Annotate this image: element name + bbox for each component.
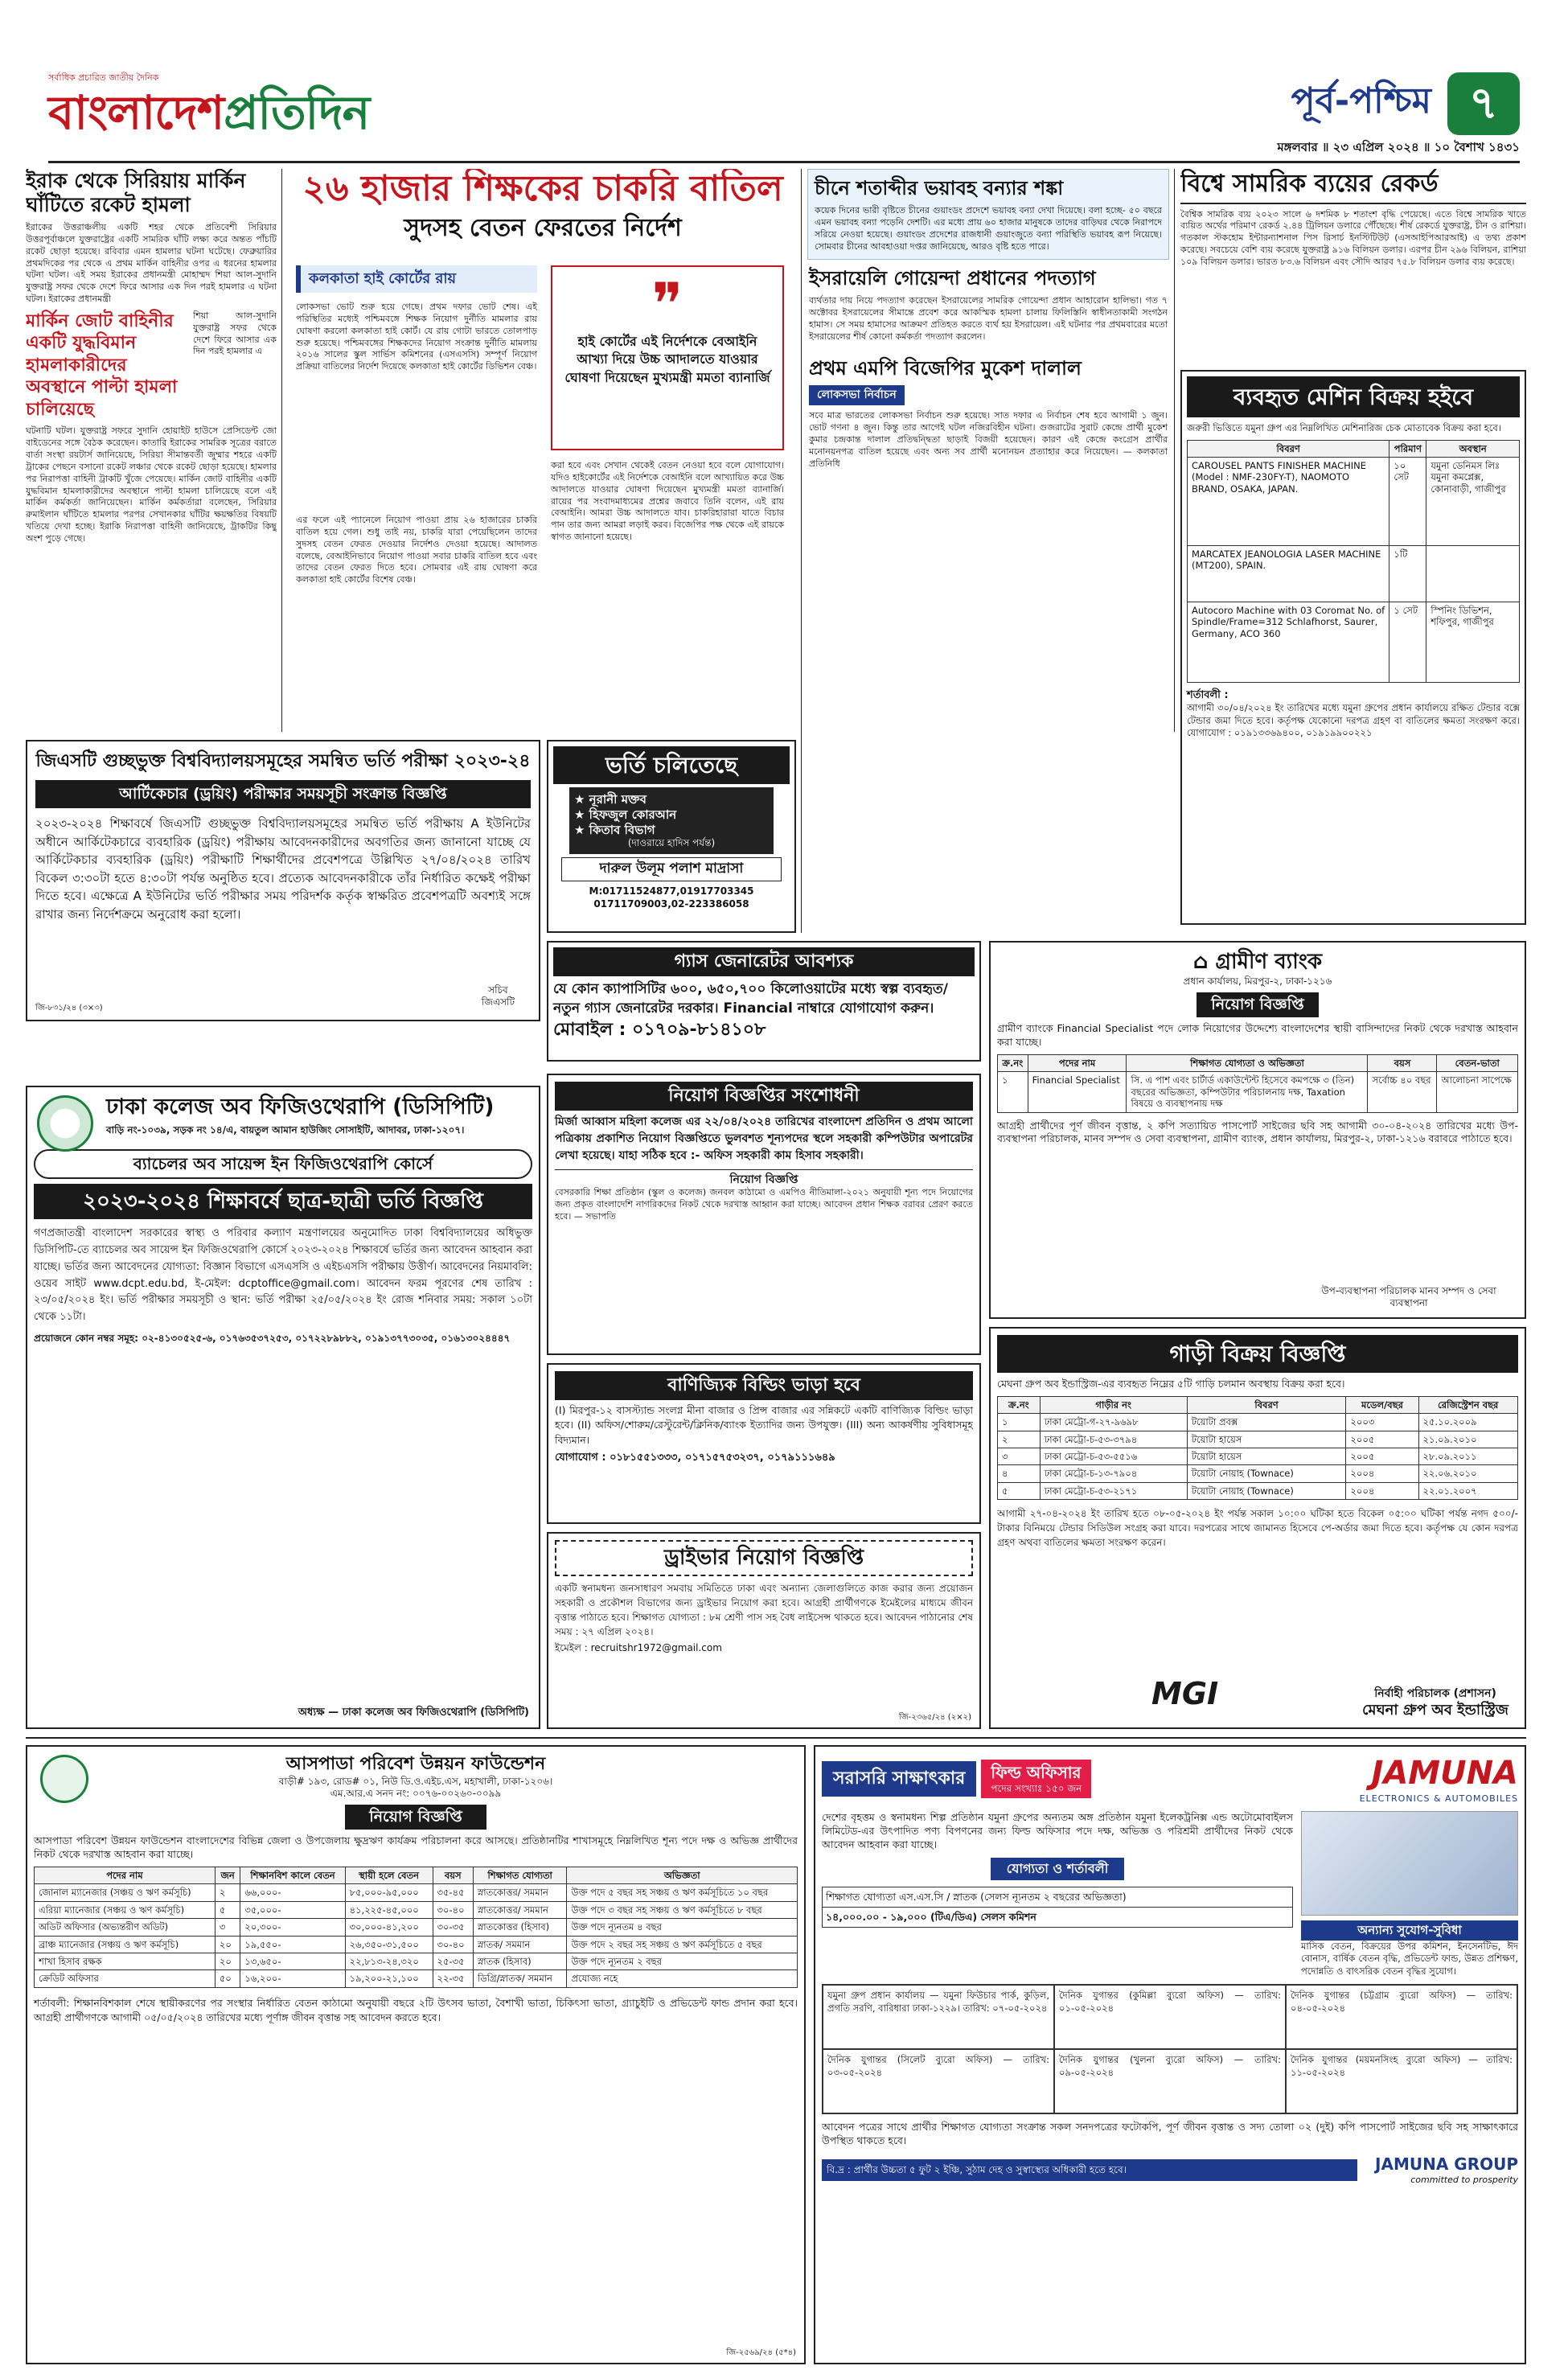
ad-machine-sale (1180, 370, 1526, 925)
col-header: অবস্থান (1426, 440, 1520, 457)
role-count: পদের সংখ্যাঃ ১৫০ জন (991, 1782, 1082, 1794)
cell: স্নাতকোত্তর (হিসাব) (474, 1919, 567, 1936)
meghna-logo-icon: MGI (1151, 1675, 1219, 1711)
cell: ২২-৩৫ (433, 1970, 473, 1987)
cell: ৩৫,০০০- (240, 1901, 345, 1918)
table-row (35, 1919, 798, 1936)
group-name: JAMUNA GROUP (1375, 2154, 1518, 2174)
ad-title: ড্রাইভার নিয়োগ বিজ্ঞপ্তি (555, 1540, 973, 1576)
headline: বিশ্বে সামরিক ব্যয়ের রেকর্ড (1180, 169, 1526, 204)
products-image (1301, 1811, 1518, 1916)
cell: ৩০-৪০ (433, 1901, 473, 1918)
cell: ২ (998, 1431, 1041, 1448)
col-header: বয়স (1368, 1055, 1437, 1072)
top-row (822, 1811, 1518, 1978)
election-badge: লোকসভা নির্বাচন (809, 385, 905, 406)
col-header: জন (215, 1867, 240, 1884)
col-header: মডেল/বছর (1346, 1396, 1418, 1413)
ngo-name: আসপাডা পরিবেশ উন্নয়ন ফাউন্ডেশন (285, 1754, 546, 1774)
terms-body: আগামী ৩০/০৪/২০২৪ ইং তারিখের মধ্যে যমুনা গ্রুপের প্রধান কার্যালয়ে রক্ষিত টেন্ডার বক্সে টেন্ডার জমা দিতে হবে। কর্তৃপক্ষ যেকোনো দরপত্র গ্রহণ বা বাতিলের ক্ষমতা সংরক্ষণ করে। যোগাযোগ : ০১৯১৩৩৬৯৪০০, ০১৯১৯৯০০২২১ (1187, 702, 1520, 739)
ad-title: গাড়ী বিক্রয় বিজ্ঞপ্তি (997, 1335, 1518, 1373)
bottom-bar (822, 2154, 1518, 2186)
table-row (35, 1884, 798, 1901)
article-body: সবে মাত্র ভারতের লোকসভা নির্বাচন শুরু হয়েছে। সাত দফার এ নির্বাচন শেষ হবে আগামী ১ জুন। ভোট গণনা ৪ জুন। কিন্তু তার আগেই ঘটল নজিরবিহীন ঘটনা। গুজরাটের সুরাট কেন্দ্রে প্রার্থী মুকেশ কুমার চন্দ্রকান্ত দালাল প্রতিদ্বন্দ্বিতা ছাড়াই বিজয়ী হয়েছেন। কারণ এই কেন্দ্রে কংগ্রেস প্রার্থীর মনোনয়নপত্র বাতিল হয়েছে এবং অন্য সব প্রার্থী মনোনয়ন প্রত্যাহার করে নিয়েছেন। — কলকাতা প্রতিনিধি (809, 410, 1168, 469)
article-body-right: করা হবে এবং সেখান থেকেই বেতন নেওয়া হবে বলে যোগাযোগ। যদিও হাইকোর্টের এই নির্দেশকে বেআইনি বলে আখ্যায়িত করে উচ্চ আদালতে যাওয়ার ঘোষণা দিয়েছেন মুখ্যমন্ত্রী মমতা ব্যানার্জি। রায়ের পর সংবাদমাধ্যমের প্রশ্নের জবাবে তিনি বলেন, এই রায় বেআইনি। আমরা উচ্চ আদালতে যাব। চাকরিহারারা যাতে বিচার পান তার জন্য আমরা লড়াই করব। বিজেপির পক্ষ থেকে এই রায়কে স্বাগত জানানো হয়েছে। (551, 460, 784, 543)
cell: ঢাকা মেট্রো-চ-৫৩-৫৫১৬ (1040, 1448, 1187, 1465)
cell: ২১.০৯.২০১০ (1418, 1431, 1518, 1448)
bank-name-text: গ্রামীণ ব্যাংক (1215, 950, 1323, 974)
cell: ক্রেডিট অফিসার (35, 1970, 215, 1987)
col-header: অভিজ্ঞতা (567, 1867, 798, 1884)
cell: শাখা হিসাব রক্ষক (35, 1953, 215, 1969)
logo-word-1: বাংলাদেশ (48, 85, 224, 140)
column-rule (281, 169, 282, 732)
ad-gst-admission (26, 740, 540, 1021)
ad-email[interactable]: ইমেইল : recruitshr1972@gmail.com (555, 1641, 722, 1653)
table-row (998, 1465, 1518, 1482)
cell: ৩ (215, 1919, 240, 1936)
masthead (48, 72, 1520, 159)
table-row (1188, 457, 1520, 545)
col-header: পরিমাণ (1389, 440, 1426, 457)
ad-intro: জরুরী ভিত্তিতে যমুনা গ্রুপ এর নিম্নলিখিত মেশিনারিজ চেক মোতাবেক বিক্রয় করা হবে। (1187, 422, 1501, 433)
cell: ঢাকা মেট্রো-চ-১৩-৭৯০৪ (1040, 1465, 1187, 1482)
article-body-mid: এর ফলে এই প্যানেলে নিয়োগ পাওয়া প্রায় ২৬ হাজারের চাকরি বাতিল হয়ে গেল। শুধু তাই নয়, চাকরি যারা পেয়েছিলেন তাদের সুদসহ বেতন ফেরত দেওয়ার নির্দেশও দেওয়া হয়েছে। আদালত বলেছে, বেআইনিভাবে নিয়োগ পাওয়া সবার চাকরি বাতিল হবে এবং তাদের বেতন ফেরত দিতে হবে। সোমবার এই রায় ঘোষণা করে কলকাতা হাই কোর্টের বিশেষ বেঞ্চ। (296, 515, 537, 585)
ad-title: ব্যবহৃত মেশিন বিক্রয় হইবে (1187, 376, 1520, 417)
left-info (822, 1811, 1293, 1978)
cell: ব্রাঞ্চ ম্যানেজার (সঞ্চয় ও ঋণ কর্মসূচি) (35, 1936, 215, 1953)
qual-line: শিক্ষাগত যোগ্যতা এস.এস.সি / স্নাতক (সেলস ন্যূনতম ২ বছরের অভিজ্ঞতা) (822, 1887, 1293, 1908)
brand-logo: JAMUNA (1371, 1755, 1518, 1792)
venue-item: যমুনা গ্রুপ প্রধান কার্যালয় — যমুনা ফিউচার পার্ক, কুড়িল, প্রগতি সরণি, বারিধারা ঢাকা-১২২৯। তারিখ: ০৭-০৫-২০২৪ (823, 1985, 1054, 2049)
title-wrap (34, 1805, 798, 1830)
terms-title: শর্তাবলী : (1187, 688, 1229, 701)
cell: ২০ (215, 1953, 240, 1969)
table-row (35, 1970, 798, 1987)
page-number (1447, 72, 1520, 135)
cell: ১ সেট (1389, 602, 1426, 682)
ad-correction (547, 1074, 981, 1355)
masthead-rule (48, 161, 1520, 163)
cell: ১ (998, 1414, 1041, 1431)
col-header: শিক্ষাগত যোগ্যতা ও অভিজ্ঞতা (1127, 1055, 1368, 1072)
world-news-col (807, 169, 1169, 933)
cell: ঢাকা মেট্রো-গ-২৭-৯৬৯৮ (1040, 1414, 1187, 1431)
course-item: ★ হিফজুল কোরআন (574, 807, 677, 822)
cell: ২ (215, 1884, 240, 1901)
article-teachers (289, 169, 796, 732)
cell: ২২,৮১৩-২৪,৩২০ (345, 1953, 433, 1969)
machine-table (1187, 440, 1520, 683)
ad-title: বাণিজ্যিক বিল্ডিং ভাড়া হবে (555, 1371, 973, 1400)
subheadline: সুদসহ বেতন ফেরতের নির্দেশ (404, 213, 682, 242)
cell: ২০০৫ (1346, 1448, 1418, 1465)
cell: ১৬,২০০- (240, 1970, 345, 1987)
signature-title: সচিব (488, 984, 508, 996)
table-row (35, 1936, 798, 1953)
section-rule (26, 1737, 1526, 1739)
column-rule (1174, 169, 1175, 732)
course-list (569, 787, 774, 854)
cell: টয়োটা নোয়াহ (Townace) (1187, 1465, 1346, 1482)
article-body: ইরাকের উত্তরাঞ্চলীয় একটি শহর থেকে প্রতিবেশী সিরিয়ার উত্তরপূর্বাঞ্চলে যুক্তরাষ্ট্রের একটি সামরিক ঘাঁটি লক্ষ্য করে অন্তত পাঁচটি রকেট ছোড়া হয়েছে। রবিবার এমন হামলার ঘটনা ঘটেছে। ফেব্রুয়ারির প্রথমদিকের পর থেকে এ প্রথম মার্কিন বাহিনীর ওপর এ ধরনের হামলার ঘটনা ঘটল। এই সময় ইরাকের প্রধানমন্ত্রী মোহাম্মদ শিয়া আল-সুদানি যুক্তরাষ্ট্র সফর থেকে দেশে ফিরে আসার এক দিন পরই হামলার এ ঘটনা ঘটল। ইরাকের প্রধানমন্ত্রী (26, 222, 277, 305)
cell: ২২.০৬.২০১০ (1418, 1465, 1518, 1482)
col-header: শিক্ষানবিশ কালে বেতন (240, 1867, 345, 1884)
cell: ৩০,০০০-৪১,২০০ (345, 1919, 433, 1936)
cell: উক্ত পদে ন্যূনতম ৪ বছর (567, 1919, 798, 1936)
cell: স্নাতক/ সমমান (474, 1936, 567, 1953)
cell: টয়োটা হায়েস (1187, 1431, 1346, 1448)
ad-body: (I) মিরপুর-১২ বাসস্ট্যান্ড সংলগ্ন মীনা বাজার ও প্রিন্স বাজার এর সন্নিকটে একটি বাণিজ্যিক বিল্ডিং ভাড়া হবে। (II) অফিস/শোরুম/রেস্টুরেন্ট/ক্লিনিক/ব্যাংক ইত্যাদির জন্য উপযুক্ত। (III) অন্য আকর্ষণীয় সুবিধাসমূহ বিদ্যমান। (555, 1403, 973, 1446)
ad-madrasa (547, 740, 796, 933)
headline: ইসরায়েলি গোয়েন্দা প্রধানের পদত্যাগ (809, 267, 1096, 290)
ad-ref: জি-৮৩১/২৪ (৩×৩) (35, 1003, 103, 1012)
ad-body: ২০২৩-২০২৪ শিক্ষাবর্ষে জিএসটি গুচ্ছভুক্ত বিশ্ববিদ্যালয়সমূহের সমন্বিত ভর্তি পরীক্ষায় A ইউনিটের অধীনে আর্কিটেকচারে ব্যবহারিক (ড্রয়িং) পরীক্ষায় আবেদনকারীদের অবগতির জন্য জানানো যাচ্ছে যে আর্কিটেকচার ব্যবহারিক (ড্রয়িং) পরীক্ষাটি শিক্ষার্থীদের প্রবেশপত্রে উল্লিখিত ২৭/০৪/২০২৪ তারিখ বিকেল ৩:৩০টা হতে ৪:৩০টা পর্যন্ত অনুষ্ঠিত হবে। প্রত্যেক আবেদনকারীকে তাঁর নির্ধারিত কক্ষেই পরীক্ষা দিতে হবে। এক্ষেত্রে A ইউনিটের ভর্তি পরীক্ষার সময় পরিদর্শক কর্তৃক স্বাক্ষরিত প্রবেশপত্রটি অবশ্যই সঙ্গে রাখার জন্য নির্দেশক্রমে অনুরোধ করা হলো। (35, 816, 531, 922)
newspaper-logo (48, 84, 369, 142)
signature-title: নির্বাহী পরিচালক (প্রশাসন) (1374, 1687, 1496, 1700)
cell: ২০০৫ (1346, 1431, 1418, 1448)
cell: ডিগ্রি/স্নাতক/ সমমান (474, 1970, 567, 1987)
group-tagline: committed to prosperity (1410, 2174, 1518, 2185)
ad-title: নিয়োগ বিজ্ঞপ্তির সংশোধনী (555, 1082, 973, 1111)
cell: আলোচনা সাপেক্ষে (1437, 1072, 1518, 1112)
section-title: পূর্ব-পশ্চিম (1291, 80, 1431, 121)
cell: সর্বোচ্চ ৪০ বছর (1368, 1072, 1437, 1112)
ad-banner: ২০২৩-২০২৪ শিক্ষাবর্ষে ছাত্র-ছাত্রী ভর্তি বিজ্ঞপ্তি (34, 1184, 532, 1220)
ad-jamuna-recruit (814, 1745, 1526, 2364)
ad-aspada-ngo (26, 1745, 806, 2364)
cell: ১টি (1389, 545, 1426, 602)
cell: ১০ সেট (1389, 457, 1426, 545)
article-military-spending (1180, 169, 1526, 362)
ad-note: বি.দ্র : প্রার্থীর উচ্চতা ৫ ফুট ২ ইঞ্চি, সুঠাম দেহ ও সুস্বাস্থ্যের অধিকারী হতে হবে। (822, 2159, 1357, 2181)
cell (1426, 545, 1520, 602)
signature-block: উপ-ব্যবস্থাপনা পরিচালক মানব সম্পদ ও সেবা ব্যবস্থাপনা (1321, 1285, 1496, 1308)
table-row (998, 1431, 1518, 1448)
salary-line: ১৪,০০০.০০ - ১৯,০০০ (টিএ/ডিএ) সেলস কমিশন (822, 1908, 1293, 1928)
madrasa-phone: M:01711524877,01917703345 01711709003,02-223386058 (589, 885, 754, 910)
ad-ref: জি-২৫৬৯/২৪ (৫*৪) (726, 2347, 796, 2357)
car-table (997, 1396, 1518, 1500)
cell: ২০ (215, 1936, 240, 1953)
cell: জোনাল ম্যানেজার (সঞ্চয় ও ঋণ কর্মসূচি) (35, 1884, 215, 1901)
course-item-label: নূরানী মক্তব (589, 792, 646, 807)
job-table (997, 1054, 1518, 1113)
cell: উক্ত পদে ৫ বছর সহ সঞ্চয় ও ঋণ কর্মসূচিতে ১০ বছর (567, 1884, 798, 1901)
brand-block (1360, 1753, 1518, 1805)
sub-body: বেসরকারি শিক্ষা প্রতিষ্ঠান (স্কুল ও কলেজ) জনবল কাঠামো ও এমপিও নীতিমালা-২০২১ অনুযায়ী শূন্য পদে নিয়োগের জন্য প্রকৃত বাংলাদেশি নাগরিকদের নিকট থেকে দরখাস্ত আহ্বান করা যাচ্ছে। আবেদন প্রধান শিক্ষক বরাবর প্রেরণ করতে হবে। — সভাপতি (555, 1187, 973, 1222)
headline: ২৬ হাজার শিক্ষকের চাকরি বাতিল (302, 169, 783, 209)
course-item-label: হিফজুল কোরআন (589, 807, 677, 822)
issue-date: মঙ্গলবার ॥ ২৩ এপ্রিল ২০২৪ ॥ ১০ বৈশাখ ১৪৩১ (1277, 140, 1520, 154)
cell: ২৬,৩৫০-৩১,৫০০ (345, 1936, 433, 1953)
headline: চীনে শতাব্দীর ভয়াবহ বন্যার শঙ্কা (815, 177, 1064, 199)
cell: ৫ (215, 1901, 240, 1918)
ad-footer: আবেদন পত্রের সাথে প্রার্থীর শিক্ষাগত যোগ্যতা সংক্রান্ত সকল সনদপত্রের ফটোকপি, পূর্ণ জীবন বৃত্তান্ত ও সদ্য তোলা ০২ (দুই) কপি পাসপোর্ট সাইজের ছবি সহ সাক্ষাৎকারে উপস্থিত থাকতে হবে। (822, 2121, 1518, 2146)
ad-car-sale (989, 1327, 1526, 1729)
col-header: পদের নাম (1028, 1055, 1127, 1072)
article-israel-intel (807, 260, 1169, 349)
cell: এরিয়া ম্যানেজার (সঞ্চয় ও ঋণ কর্মসূচি) (35, 1901, 215, 1918)
ad-physio-college (26, 1086, 540, 1729)
signature-block (482, 984, 515, 1008)
cell: স্নাতকোত্তর/ সমমান (474, 1884, 567, 1901)
cell: ১৯,২০০-২১,১০০ (345, 1970, 433, 1987)
page-number-text: ৭ (1468, 77, 1499, 129)
article-side: শিয়া আল-সুদানি যুক্তরাষ্ট্র সফর থেকে দেশে ফিরে আসার এক দিন পরই হামলার এ (193, 310, 277, 357)
table-row (35, 1953, 798, 1969)
qual-title: যোগ্যতা ও শর্তাবলী (991, 1858, 1125, 1880)
signature-block (1362, 1687, 1508, 1719)
cell: ৮৫,০০০-৯৫,০০০ (345, 1884, 433, 1901)
cell: স্নাতকোত্তর/ সমমান (474, 1901, 567, 1918)
title-wrap (822, 1858, 1293, 1880)
ad-title: নিয়োগ বিজ্ঞপ্তি (345, 1805, 486, 1830)
cell: Autocoro Machine with 03 Coromat No. of Spindle/Frame=312 Schlafhorst, Saurer, Germany, ACO 360 (1188, 602, 1389, 682)
ad-footer: অধ্যক্ষ — ঢাকা কলেজ অব ফিজিওথেরাপি (ডিসিপিটি) (298, 1706, 529, 1719)
ad-body: শর্তাবলী: শিক্ষানবিশকাল শেষে স্থায়ীকরণের পর সংস্থার নির্ধারিত বেতন কাঠামো অনুযায়ী বছরে ২টি উৎসব ভাতা, বৈশাখী ভাতা, চিকিৎসা ভাতা, গ্র্যাচুইটি ও প্রভিডেন্ট ফান্ড প্রদান করা হবে। আগ্রহী প্রার্থীগণকে আগামী ০৫/০৫/২০২৪ তারিখের মধ্যে পূর্ণাঙ্গ জীবন বৃত্তান্ত সহ আবেদন করতে হবে। (34, 1996, 798, 2024)
quote-text: হাই কোর্টের এই নির্দেশকে বেআইনি আখ্যা দিয়ে উচ্চ আদালতে যাওয়ার ঘোষণা দিয়েছেন মুখ্যমন্ত্রী মমতা ব্যানার্জি (564, 334, 770, 385)
venue-item: দৈনিক যুগান্তর (খুলনা ব্যুরো অফিস) — তারিখ: ০৯-০৫-২০২৪ (1054, 2049, 1286, 2113)
court-tag (296, 265, 537, 293)
course-subtitle: ব্যাচেলর অব সায়েন্স ইন ফিজিওথেরাপি কোর্সে (34, 1149, 532, 1179)
quote-mark-icon: ❞ (651, 270, 683, 338)
ad-body: যে কোন ক্যাপাসিটির ৬০০, ৬৫০,৭০০ কিলোওয়াটের মধ্যে স্বল্প ব্যবহৃত/ নতুন গ্যাস জেনারেটর দরকার। Financial নাম্বারে যোগাযোগ করুন। (553, 980, 948, 1017)
cell: MARCATEX JEANOLOGIA LASER MACHINE (MT200), SPAIN. (1188, 545, 1389, 602)
cell: CAROUSEL PANTS FINISHER MACHINE (Model : NMF-230FY-T), NAOMOTO BRAND, OSAKA, JAPAN. (1188, 457, 1389, 545)
col-header: ক্র.নং (998, 1055, 1028, 1072)
course-note: (দাওরায়ে হাদিস পর্যন্ত) (627, 837, 716, 849)
article-body: ব্যর্থতার দায় নিয়ে পদত্যাগ করেছেন ইসরায়েলের সামরিক গোয়েন্দা প্রধান আহারোন হালিভা। গত ৭ অক্টোবর ইসরায়েলের সীমান্তে প্রবেশ করে আকস্মিক হামলা চালায় ফিলিস্তিনি স্বাধীনতাকামী সংগঠন হামাস। সে সময় হামাসের আক্রমণ প্রতিহত করতে ব্যর্থ হয় ইসরায়েল। এই ঘটনার পর প্রথমবারের মতো ইসরায়েলের শীর্ষ কোনো কর্মকর্তা পদত্যাগ করলেন। (809, 295, 1168, 342)
article-mukesh-dalal (807, 350, 1169, 477)
cell: টয়োটা হায়েস (1187, 1448, 1346, 1465)
venue-grid (822, 1984, 1518, 2114)
table-row (998, 1482, 1518, 1499)
headline: প্রথম এমপি বিজেপির মুকেশ দালাল (809, 356, 1082, 380)
venue-item: দৈনিক যুগান্তর (চট্টগ্রাম ব্যুরো অফিস) — তারিখ: ০৪-০৫-২০২৪ (1286, 1985, 1517, 2049)
madrasa-name: দারুল উলূম পলাশ মাদ্রাসা (561, 857, 782, 881)
cell: ঢাকা মেট্রো-চ-৫৩-২১৭১ (1040, 1482, 1187, 1499)
article-iraq-rocket (26, 169, 277, 732)
cell: ৩০-৩৫ (433, 1919, 473, 1936)
cell: উক্ত পদে ন্যূনতম ২ বছর (567, 1953, 798, 1969)
cell: ৫ (998, 1482, 1041, 1499)
ngo-address: বাড়ী# ১৯৩, রোড# ০১, নিউ ডি.ও.এইচ.এস, মহাখালী, ঢাকা-১২০৬। (278, 1775, 553, 1787)
brand-sub: ELECTRONICS & AUTOMOBILES (1359, 1793, 1518, 1804)
right-info (1301, 1811, 1518, 1978)
college-address: বাড়ি নং-১০৩৯, সড়ক নং ১৪/এ, বায়তুল আমান হাউজিং সোসাইটি, আদাবর, ঢাকা-১২০৭। (106, 1123, 465, 1136)
pull-quote (551, 265, 784, 450)
cell: উক্ত পদে ৩ বছর সহ সঞ্চয় ও ঋণ কর্মসূচিতে ৮ বছর (567, 1901, 798, 1918)
cell: ৩৫-৪৫ (433, 1884, 473, 1901)
cell: ১৩,৬৫০- (240, 1953, 345, 1969)
recruit-header (822, 1753, 1518, 1805)
ad-intro: মেঘনা গ্রুপ অব ইন্ডাস্ট্রিজ-এর ব্যবহৃত নিম্নের ৫টি গাড়ি চলমান অবস্থায় বিক্রয় করা হবে। (997, 1378, 1345, 1390)
cell: ২০০৪ (1346, 1465, 1418, 1482)
cell: ২০০৪ (1346, 1482, 1418, 1499)
cell: ঢাকা মেট্রো-চ-৫৩-৩৭৯৪ (1040, 1431, 1187, 1448)
college-name: ঢাকা কলেজ অব ফিজিওথেরাপি (ডিসিপিটি) (106, 1095, 495, 1119)
cell: ২৮.০৯.২০১১ (1418, 1448, 1518, 1465)
column-rule (801, 169, 802, 933)
ad-gas-generator (547, 941, 981, 1062)
venue-item: দৈনিক যুগান্তর (কুমিল্লা ব্যুরো অফিস) — তারিখ: ০১-০৫-২০২৪ (1054, 1985, 1286, 2049)
table-row (998, 1448, 1518, 1465)
cell: ৬৬,০০০- (240, 1884, 345, 1901)
ad-phone: যোগাযোগ : ০১৮১৫৫১৩৩৩, ০১৭১৫৭৫৩২৩৭, ০১৭৯১১১৬৪৯ (555, 1451, 835, 1464)
article-body: লোকসভা ভোট শুরু হয়ে গেছে। প্রথম দফার ভোট শেষ। এই পরিস্থিতির মধ্যেই পশ্চিমবঙ্গে শিক্ষক নিয়োগ দুর্নীতি মামলার রায় ঘোষণা করলো কলকাতা হাই কোর্ট। যে রায় গোটা ভারতে তোলপাড় শুরু হয়েছে। পশ্চিমবঙ্গের শিক্ষকদের নিয়োগ সংক্রান্ত দুর্নীতি মামলায় ২০১৬ সালের স্কুল সার্ভিস কমিশনের (এসএসসি) সম্পূর্ণ নিয়োগ প্রক্রিয়া বাতিলের নির্দেশ দিয়েছে কলকাতা হাই কোর্টের ডিভিশন বেঞ্চ। (296, 302, 537, 372)
ad-body: আগ্রহী প্রার্থীদের পূর্ণ জীবন বৃত্তান্ত, ২ কপি সত্যায়িত পাসপোর্ট সাইজের ছবি সহ আগামী ৩০-০৪-২০২৪ তারিখের মধ্যে উপ-ব্যবস্থাপনা পরিচালক, মানব সম্পদ ও সেবা ব্যবস্থাপনা, গ্রামীণ ব্যাংক, প্রধান কার্যালয়, মিরপুর-২, ঢাকা-১২১৬ বরাবরে পাঠাতে হবে। (997, 1119, 1518, 1145)
contact-numbers: প্রয়োজনে কোন নম্বর সমূহ: ০২-৪১৩০৫২৫-৬, ০১৭৬৩৫৩৭২৫৩, ০১৭২২৮৯৮৮২, ০১৯১৩৭৭৩০৩৫, ০১৬১৩০২৪৪৪৭ (34, 1333, 511, 1345)
article-body: বৈশ্বিক সামরিক ব্যয় ২০২৩ সালে ৬ দশমিক ৮ শতাংশ বৃদ্ধি পেয়েছে। এতে বিশ্বে সামরিক খাতে ব্যয়িত অর্থের পরিমাণ রেকর্ড ২.৪৪ ট্রিলিয়ন ডলারে পৌঁছেছে। শীর্ষ রেকর্ডে যুক্তরাষ্ট্র, চীন ও রাশিয়া। গতকাল স্টকহোম ইন্টারন্যাশনাল পিস রিসার্চ ইনস্টিটিউট (এসআইপিআরআই) এ তথ্য প্রকাশ করেছে। সবচেয়ে বেশি ব্যয় করেছে যুক্তরাষ্ট্র ৯১৬ বিলিয়ন ডলার। এরপর চীন ২৯৬ বিলিয়ন, রাশিয়া ১০৯ বিলিয়ন ডলার। ভারত ৮৩.৬ বিলিয়ন এবং সৌদি আরব ৭৫.৮ বিলিয়ন ডলার ব্যয় করেছে। (1180, 208, 1526, 267)
ad-title: নিয়োগ বিজ্ঞপ্তি (1197, 992, 1318, 1018)
cell: সি. এ পাশ এবং চার্টার্ড একাউন্টেন্ট হিসেবে কমপক্ষে ৩ (তিন) বছরের অভিজ্ঞতা, কম্পিউটার পরিচালনায় দক্ষ, Taxation বিষয়ে ও ব্যবস্থাপনায় দক্ষ (1127, 1072, 1368, 1112)
venue-item: দৈনিক যুগান্তর (ময়মনসিংহ ব্যুরো অফিস) — তারিখ: ১১-০৫-২০২৪ (1286, 2049, 1517, 2113)
benefit-title: অন্যান্য সুযোগ-সুবিধা (1301, 1920, 1518, 1941)
cell: ২৫.১০.২০০৯ (1418, 1414, 1518, 1431)
course-item: ★ কিতাব বিভাগ (574, 822, 655, 837)
cell: ১ (998, 1072, 1028, 1112)
ad-body: আগামী ২৭-০৪-২০২৪ ইং তারিখ হতে ০৮-০৫-২০২৪ ইং পর্যন্ত সকাল ১০:০০ ঘটিকা হতে বিকেল ০৫:০০ ঘটিকা পর্যন্ত নগদ ৫০০/- টাকার বিনিময়ে টেন্ডার সিডিউল সংগ্রহ করা যাবে। দরপত্রের সাথে জামানত হিসেবে পে-অর্ডার জমা দিতে হবে। কর্তৃপক্ষ যে কোন দরপত্র গ্রহণ অথবা বাতিলের ক্ষমতা সংরক্ষণ করেন। (997, 1508, 1518, 1549)
cell: প্রযোজ্য নহে (567, 1970, 798, 1987)
cell: ৫০ (215, 1970, 240, 1987)
table-row (998, 1072, 1518, 1112)
court-tag-text: কলকাতা হাই কোর্টের রায় (309, 270, 457, 287)
col-header: রেজিস্ট্রেশন বছর (1418, 1396, 1518, 1413)
headline: ইরাক থেকে সিরিয়ায় মার্কিন ঘাঁটিতে রকেট হামলা (26, 169, 246, 216)
ad-title: জিএসটি গুচ্ছভুক্ত বিশ্ববিদ্যালয়সমূহের সমন্বিত ভর্তি পরীক্ষা ২০২৩-২৪ (35, 751, 531, 771)
ad-building-rent (547, 1363, 981, 1524)
pull-subhead: মার্কিন জোট বাহিনীর একটি যুদ্ধবিমান হামলাকারীদের অবস্থানে পাল্টা হামলা চালিয়েছে (26, 310, 178, 420)
ad-title: গ্যাস জেনারেটর আবশ্যক (553, 947, 975, 976)
ad-body: একটি স্বনামধন্য জনসাধারণ সমবায় সমিতিতে ঢাকা এবং অন্যান্য জেলাগুলিতে কাজ করার জন্য প্রয়োজন সহকারী ও প্রকৌশল বিভাগের জন্য ড্রাইভার নিয়োগ করা হবে। আগ্রহী প্রার্থীগণকে ইমেইলের মাধ্যমে জীবন বৃত্তান্ত পাঠাতে হবে। শিক্ষাগত যোগ্যতা : ৮ম শ্রেণী পাস সহ বৈধ লাইসেন্স থাকতে হবে। আবেদন পাঠানোর শেষ সময় : ২৭ এপ্রিল ২০২৪। (555, 1582, 973, 1637)
article-china-flood (807, 169, 1169, 260)
interview-label: সরাসরি সাক্ষাৎকার (822, 1761, 976, 1797)
cell: অডিট অফিসার (অভ্যন্তরীণ অডিট) (35, 1919, 215, 1936)
home-icon: ⌂ (1192, 950, 1209, 974)
signature-org: জিএসটি (481, 996, 515, 1008)
col-header: গাড়ীর নং (1040, 1396, 1187, 1413)
masthead-tagline: সর্বাধিক প্রচারিত জাতীয় দৈনিক (48, 72, 159, 83)
sub-title: নিয়োগ বিজ্ঞপ্তি (555, 1169, 973, 1188)
table-row (1188, 602, 1520, 682)
article-body-cont: ঘটনাটি ঘটল। যুক্তরাষ্ট্র সফরে সুদানি হোয়াইট হাউসে প্রেসিডেন্ট জো বাইডেনের সঙ্গে বৈঠক করেছেন। কাতারি ইরাকের সামরিক সূত্রের বরাতে বার্তা সংস্থা রয়টার্স জানিয়েছে, সিরিয়া সীমান্তবর্তী জুম্মার শহরে একটি ট্রাকের পেছনে বসানো রকেট লঞ্চার থেকে রকেট ছোড়া হয়েছে। হামলার পর নিরাপত্তা বাহিনী ট্রাকটি খুঁজে পেয়েছে। মার্কিন জোট বাহিনীর একটি যুদ্ধবিমান হামলাকারীদের অবস্থানে পাল্টা হামলা চালিয়েছে বলে এই মার্কিন কর্মকর্তা জানিয়েছেন। মার্কিন কর্মকর্তারা বলেছেন, সিরিয়ার রুমাইলান ঘাঁটিতে হামলার পরপর সেখানকার ঘাঁটির ক্ষয়ক্ষতির বিষয়টি খতিয়ে দেখা হচ্ছে। ইরাকি নিরাপত্তা বাহিনী জানিয়েছে, ট্রাকটির কিছু অংশ পুড়ে গেছে। (26, 425, 277, 544)
ad-intro: গ্রামীণ ব্যাংকে Financial Specialist পদে লোক নিয়োগের উদ্দেশ্যে বাংলাদেশের স্থায়ী বাসিন্দাদের নিকট থেকে দরখাস্ত আহবান করা যাচ্ছে। (997, 1022, 1518, 1049)
ad-body: মির্জা আব্বাস মহিলা কলেজ এর ২২/০৪/২০২৪ তারিখের বাংলাদেশ প্রতিদিন ও প্রথম আলো পত্রিকায় প্রকাশিত নিয়োগ বিজ্ঞপ্তিতে ভুলবশত শূন্যপদের স্থলে সহকারী কম্পিউটার অপারেটর লেখা হয়েছে। যাহা সঠিক হবে :- অফিস সহকারী কাম হিসাব সহকারী। (555, 1115, 973, 1162)
article-body: কয়েক দিনের ভারী বৃষ্টিতে চীনের গুয়াংডং প্রদেশে ভয়াবহ বন্যা দেখা দিয়েছে। বলা হচ্ছে- ৫০ বছরে এমন ভয়াবহ বন্যা পড়েনি দেশটি। এর মধ্যে প্রায় ৬০ হাজার মানুষকে তাদের বাড়িঘর থেকে নিরাপদে সরিয়ে নেওয়া হয়েছে। গুয়াংডং প্রদেশের রাজধানী গুয়াংজুতে বন্যা পরিস্থিতি ভয়াবহ রূপ নিয়েছে। সোমবার চীনের আবহাওয়া দপ্তর জানিয়েছে, আরও বৃষ্টি হতে পারে। (815, 205, 1162, 252)
cell: ২০,৩০০- (240, 1919, 345, 1936)
ad-intro: আসপাডা পরিবেশ উন্নয়ন ফাউন্ডেশন বাংলাদেশের বিভিন্ন জেলা ও উপজেলায় ক্ষুদ্রঋণ কার্যক্রম পরিচালনা করে আসছে। প্রতিষ্ঠানটির শাখাসমূহে নিম্নলিখিত শূন্য পদে দক্ষ ও অভিজ্ঞ প্রার্থীদের নিকট থেকে দরখাস্ত আহবান করা যাচ্ছে। (34, 1834, 798, 1861)
benefit-body: মাসিক বেতন, বিক্রয়ের উপর কমিশন, ইনসেনটিভ, ঈদ বোনাস, বার্ষিক বেতন বৃদ্ধি, প্রভিডেন্ট ফান্ড, উন্নত প্রশিক্ষণ, পদোন্নতি ও বাৎসরিক বেতন বৃদ্ধির সুযোগ। (1301, 1940, 1518, 1977)
cell: ৪১,২২৫-৪৫,০০০ (345, 1901, 433, 1918)
ad-title: ভর্তি চলিতেছে (553, 746, 790, 784)
col-header: বেতন-ভাতা (1437, 1055, 1518, 1072)
col-header: বিবরণ (1187, 1396, 1346, 1413)
role-box (981, 1760, 1091, 1798)
cell: ৩০-৪০ (433, 1936, 473, 1953)
ngo-logo-icon (40, 1755, 88, 1803)
cell: ২০০৩ (1346, 1414, 1418, 1431)
ad-body: গণপ্রজাতন্ত্রী বাংলাদেশ সরকারের স্বাস্থ্য ও পরিবার কল্যাণ মন্ত্রণালয়ের অনুমোদিত ঢাকা বিশ্ববিদ্যালয়ের অধিভুক্ত ডিসিপিটি-তে ব্যাচেলর অব সায়েন্স ইন ফিজিওথেরাপি কোর্সে ২০২৩-২০২৪ শিক্ষাবর্ষে ভর্তির জন্য আবেদন আহবান করা যাচ্ছে। ভর্তির জন্য আবেদনের যোগ্যতা: বিজ্ঞান বিভাগে এসএসসি ও এইচএসসি পরীক্ষায় উত্তীর্ণ। আবেদনের নিয়মাবলি: ওয়েব সাইট www.dcpt.edu.bd, ই-মেইল: dcptoffice@gmail.com। আবেদন ফরম পূরণের শেষ তারিখ : ২৩/০৫/২০২৪ ইং। ভর্তি পরীক্ষার সময়সূচী ও স্থান: ভর্তি পরীক্ষা ২৫/০৫/২০২৪ ইং রোজ শনিবার সময়: সকাল ১০টা থেকে ১১টা। (34, 1227, 532, 1324)
cell: ২২.০১.২০০৭ (1418, 1482, 1518, 1499)
table-row (998, 1414, 1518, 1431)
table-row (35, 1901, 798, 1918)
course-item-label: কিতাব বিভাগ (589, 822, 655, 837)
col-header: শিক্ষাগত যোগ্যতা (474, 1867, 567, 1884)
title-wrap (997, 992, 1518, 1018)
ad-banner: আর্টিকেচার (ড্রয়িং) পরীক্ষার সময়সূচী সংক্রান্ত বিজ্ঞপ্তি (35, 780, 531, 809)
college-logo-icon (37, 1095, 93, 1152)
cell: টয়োটা প্রবক্স (1187, 1414, 1346, 1431)
ad-phone: মোবাইল : ০১৭০৯-৮১৪১০৮ (553, 1019, 766, 1040)
venue-item: দৈনিক যুগান্তর (সিলেট ব্যুরো অফিস) — তারিখ: ০৩-০৫-২০২৪ (823, 2049, 1054, 2113)
cell: টয়োটা নোয়াহ (Townace) (1187, 1482, 1346, 1499)
col-header: পদের নাম (35, 1867, 215, 1884)
cell: স্পিনিং ডিভিশন, শফিপুর, গাজীপুর (1426, 602, 1520, 682)
cell: ৩ (998, 1448, 1041, 1465)
cell: উক্ত পদে ২ বছর সহ সঞ্চয় ও ঋণ কর্মসূচিতে ৫ বছর (567, 1936, 798, 1953)
cell: ১৯,৫৫০- (240, 1936, 345, 1953)
col-header: স্থায়ী হলে বেতন (345, 1867, 433, 1884)
cell: ৪ (998, 1465, 1041, 1482)
ad-intro: দেশের বৃহত্তম ও স্বনামধন্য শিল্প প্রতিষ্ঠান যমুনা গ্রুপের অন্যতম অঙ্গ প্রতিষ্ঠান যমুনা ইলেকট্রনিক্স এন্ড অটোমোবাইলস লিমিটেড-এর উৎপাদিত পণ্য বিপণনের জন্য ফিল্ড অফিসার পদে দক্ষ, অভিজ্ঞ ও পরিশ্রমী প্রার্থীদের নিকট থেকে আবেদন আহবান করা যাচ্ছে। (822, 1810, 1293, 1850)
table-row (1188, 545, 1520, 602)
ad-grameen-bank (989, 941, 1526, 1319)
col-header: বিবরণ (1188, 440, 1389, 457)
ad-driver (547, 1532, 981, 1729)
bank-address: প্রধান কার্যালয়, মিরপুর-২, ঢাকা-১২১৬ (1183, 975, 1332, 987)
col-header: ক্র.নং (998, 1396, 1041, 1413)
course-item: ★ নূরানী মক্তব (574, 792, 646, 807)
bank-name (997, 949, 1518, 975)
group-logo (1357, 2154, 1518, 2186)
job-table (34, 1867, 798, 1988)
cell: ২৫-৩৫ (433, 1953, 473, 1969)
ad-ref: জি-২৩৬৫/২৪ (২×২) (898, 1712, 971, 1722)
cell: যমুনা ডেনিমস লিঃ যমুনা কমপ্লেক্স, কোনাবাড়ী, গাজীপুর (1426, 457, 1520, 545)
ngo-reg: এম.আর.এ সনদ নং: ০০৭৬-০০২৬০-০০৯৯ (330, 1787, 502, 1799)
role-title: ফিল্ড অফিসার (991, 1762, 1082, 1782)
signature-org: মেঘনা গ্রুপ অব ইন্ডাস্ট্রিজ (1362, 1701, 1508, 1719)
logo-word-2: প্রতিদিন (224, 85, 370, 140)
cell: Financial Specialist (1028, 1072, 1127, 1112)
cell: স্নাতক (হিসাব) (474, 1953, 567, 1969)
col-header: বয়স (433, 1867, 473, 1884)
